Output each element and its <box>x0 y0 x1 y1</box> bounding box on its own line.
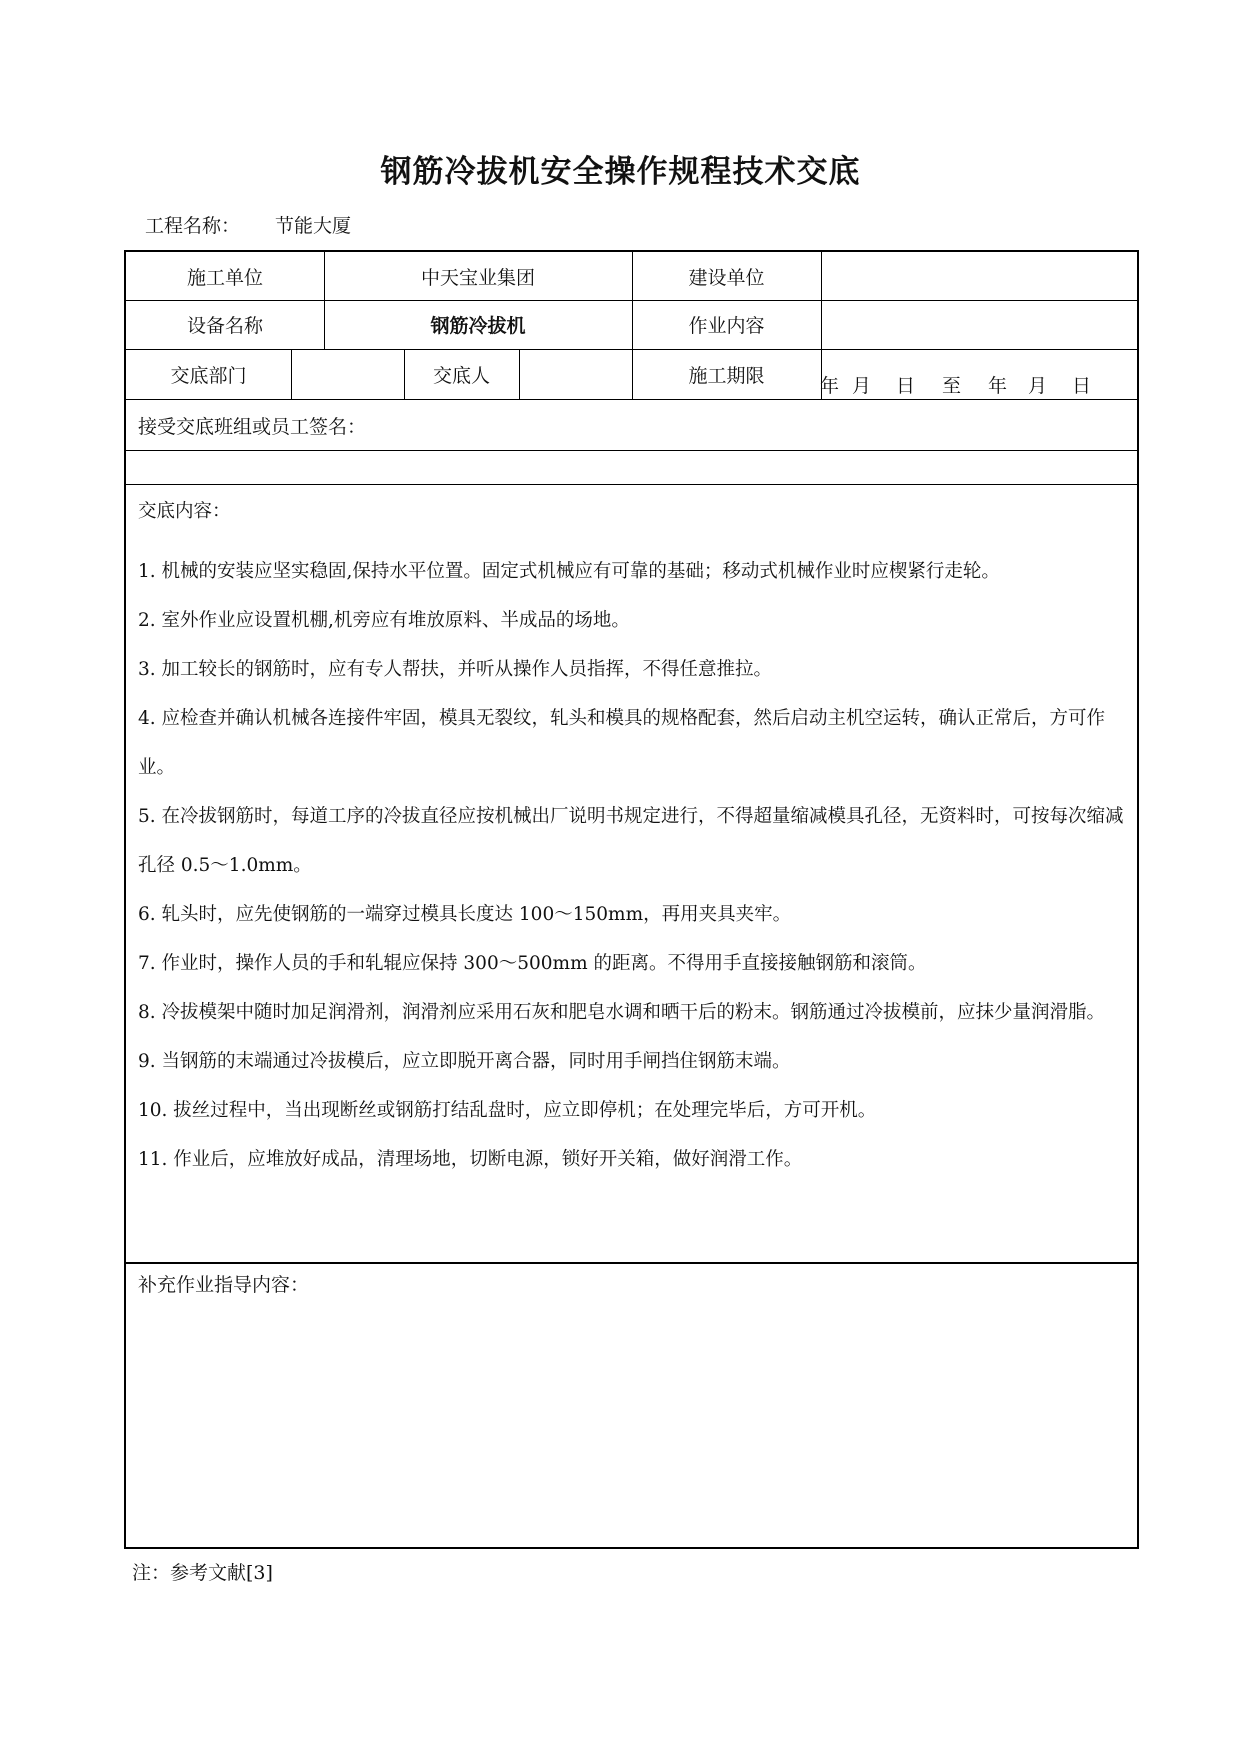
list-item: 5. 在冷拔钢筋时，每道工序的冷拔直径应按机械出厂说明书规定进行，不得超量缩减模具孔径，无资料时，可按每次缩减孔径 0.5～1.0mm。 <box>138 806 1124 876</box>
signature-label: 接受交底班组或员工签名： <box>138 416 367 438</box>
date-day-label: 日 <box>1072 374 1092 397</box>
equipment-name-label: 设备名称 <box>186 315 263 337</box>
list-item: 10. 拔丝过程中，当出现断丝或钢筋打结乱盘时，应立即停机；在处理完毕后，方可开机。 <box>138 1100 877 1121</box>
date-month-label: 月 <box>852 374 872 397</box>
handover-department-value <box>291 349 404 399</box>
construction-unit-label: 施工单位 <box>186 266 263 289</box>
date-to-label: 至 <box>942 374 962 397</box>
date-month-label: 月 <box>1028 374 1048 397</box>
construction-period-dates <box>820 359 1120 409</box>
handover-form-table <box>124 250 1139 1549</box>
list-item: 11. 作业后，应堆放好成品，清理场地，切断电源，锁好开关箱，做好润滑工作。 <box>138 1149 803 1170</box>
equipment-name-value: 钢筋冷拔机 <box>430 315 526 337</box>
list-item: 2. 室外作业应设置机棚,机旁应有堆放原料、半成品的场地。 <box>138 610 630 631</box>
handover-department-label: 交底部门 <box>170 364 247 387</box>
date-day-label: 日 <box>896 374 916 397</box>
date-year-label: 年 <box>820 374 840 397</box>
list-item: 1. 机械的安装应坚实稳固,保持水平位置。固定式机械应有可靠的基础；移动式机械作业时应楔紧行走轮。 <box>138 561 1000 582</box>
content-label: 交底内容： <box>138 501 231 522</box>
project-name: 节能大厦 <box>275 215 352 237</box>
handover-person-label: 交底人 <box>432 364 490 387</box>
list-item: 8. 冷拔模架中随时加足润滑剂，润滑剂应采用石灰和肥皂水调和晒干后的粉末。钢筋通过冷拔模前，应抹少量润滑脂。 <box>138 1002 1106 1023</box>
handover-content <box>138 497 1125 1184</box>
work-content-label: 作业内容 <box>688 315 765 337</box>
list-item: 9. 当钢筋的末端通过冷拔模后，应立即脱开离合器，同时用手闸挡住钢筋末端。 <box>138 1051 791 1072</box>
row-divider <box>126 484 1137 485</box>
reference-note: 注：参考文献[3] <box>132 1562 273 1584</box>
row-divider <box>126 450 1137 451</box>
list-item: 7. 作业时，操作人员的手和轧辊应保持 300～500mm 的距离。不得用手直接接触钢筋和滚筒。 <box>138 953 927 974</box>
supplement-label: 补充作业指导内容： <box>138 1274 310 1296</box>
list-item: 3. 加工较长的钢筋时，应有专人帮扶，并听从操作人员指挥，不得任意推拉。 <box>138 659 773 680</box>
work-content-value <box>821 300 1137 349</box>
owner-unit-label: 建设单位 <box>688 266 765 289</box>
project-label: 工程名称： <box>145 215 241 237</box>
handover-person-value <box>519 349 632 399</box>
date-year-label: 年 <box>988 374 1008 397</box>
construction-period-label: 施工期限 <box>688 364 765 387</box>
owner-unit-value <box>821 252 1137 300</box>
project-line <box>145 211 351 238</box>
list-item: 6. 轧头时，应先使钢筋的一端穿过模具长度达 100～150mm，再用夹具夹牢。 <box>138 904 792 925</box>
row-divider <box>126 1262 1137 1264</box>
list-item: 4. 应检查并确认机械各连接件牢固，模具无裂纹，轧头和模具的规格配套，然后启动主机空运转，确认正常后，方可作业。 <box>138 708 1106 778</box>
document-title: 钢筋冷拔机安全操作规程技术交底 <box>380 154 861 190</box>
construction-unit-value: 中天宝业集团 <box>420 266 535 289</box>
